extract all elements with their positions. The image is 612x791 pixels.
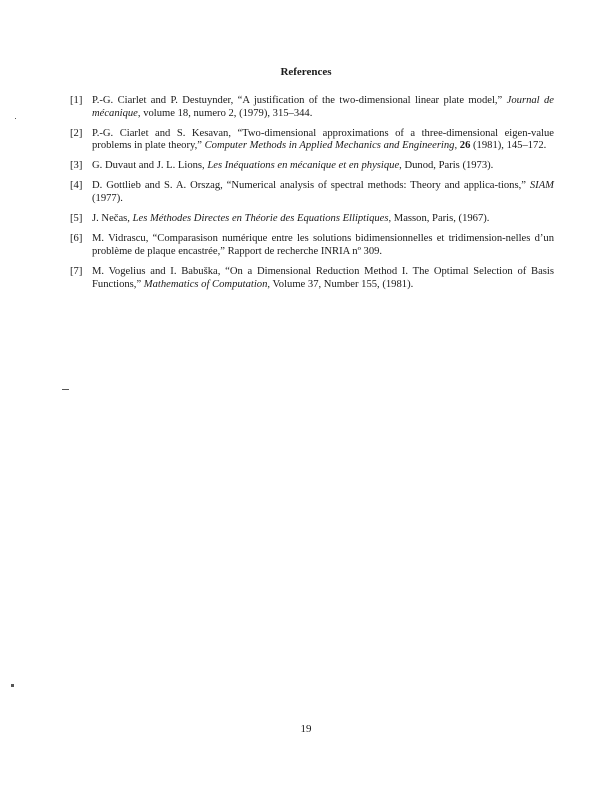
reference-entry bbox=[70, 128, 554, 153]
reference-number: [6] bbox=[70, 233, 83, 245]
reference-title: Les Inéquations en mécanique et en physique bbox=[207, 160, 400, 172]
reference-text: (1977). bbox=[92, 193, 123, 205]
reference-number: [2] bbox=[70, 127, 83, 139]
reference-text: M. Vogelius and I. Babuška, “On a Dimensional Reduction Method I. The Optimal Selection of Basis Functions,” bbox=[92, 265, 554, 290]
reference-number: [4] bbox=[70, 180, 83, 192]
reference-text: D. Gottlieb and S. A. Orszag, “Numerical analysis of spectral methods: Theory and applica-tions,” bbox=[92, 180, 530, 192]
reference-text: M. Vidrascu, “Comparasison numérique entre les solutions bidimensionnelles et tridimension-nelles d’un problème de plaque encastrée,” Rapport de recherche INRIA nº 309. bbox=[92, 233, 554, 257]
reference-title: Mathematics of Computation bbox=[143, 278, 268, 290]
reference-text: , bbox=[454, 140, 460, 152]
reference-text: , Masson, Paris, (1967). bbox=[388, 213, 490, 225]
reference-text: , volume 18, numero 2, (1979), 315–344. bbox=[137, 107, 313, 119]
reference-number: [3] bbox=[70, 160, 83, 172]
reference-entry bbox=[70, 266, 554, 291]
reference-entry bbox=[70, 95, 554, 120]
reference-text: , Dunod, Paris (1973). bbox=[399, 160, 494, 172]
reference-text: G. Duvaut and J. L. Lions, bbox=[92, 160, 208, 172]
page-number: 19 bbox=[300, 723, 312, 735]
reference-title: Journal de mécanique bbox=[92, 95, 554, 119]
reference-entry bbox=[70, 160, 554, 173]
scan-mark bbox=[15, 118, 16, 119]
reference-volume: 26 bbox=[459, 140, 471, 152]
reference-text: P.-G. Ciarlet and P. Destuynder, “A justification of the two-dimensional linear plate model,” bbox=[92, 95, 507, 106]
reference-entry bbox=[70, 213, 554, 226]
reference-number: [5] bbox=[70, 213, 83, 225]
scan-mark bbox=[11, 684, 14, 687]
reference-title: Les Méthodes Directes en Théorie des Equations Elliptiques bbox=[132, 213, 389, 225]
reference-text: P.-G. Ciarlet and S. Kesavan, “Two-dimensional approximations of a three-dimensional eigen-value problems in plate theory,” bbox=[92, 127, 554, 152]
reference-text: J. Nečas, bbox=[92, 213, 133, 225]
scan-mark bbox=[62, 389, 69, 390]
reference-number: [7] bbox=[70, 265, 83, 277]
reference-text: , Volume 37, Number 155, (1981). bbox=[267, 278, 414, 290]
reference-list bbox=[70, 95, 554, 299]
reference-number: [1] bbox=[70, 95, 83, 106]
reference-title: Computer Methods in Applied Mechanics and Engineering bbox=[204, 140, 455, 152]
reference-title: SIAM bbox=[529, 180, 554, 192]
reference-entry bbox=[70, 180, 554, 205]
reference-entry bbox=[70, 233, 554, 258]
references-heading: References bbox=[280, 66, 332, 78]
reference-text: (1981), 145–172. bbox=[470, 140, 547, 152]
